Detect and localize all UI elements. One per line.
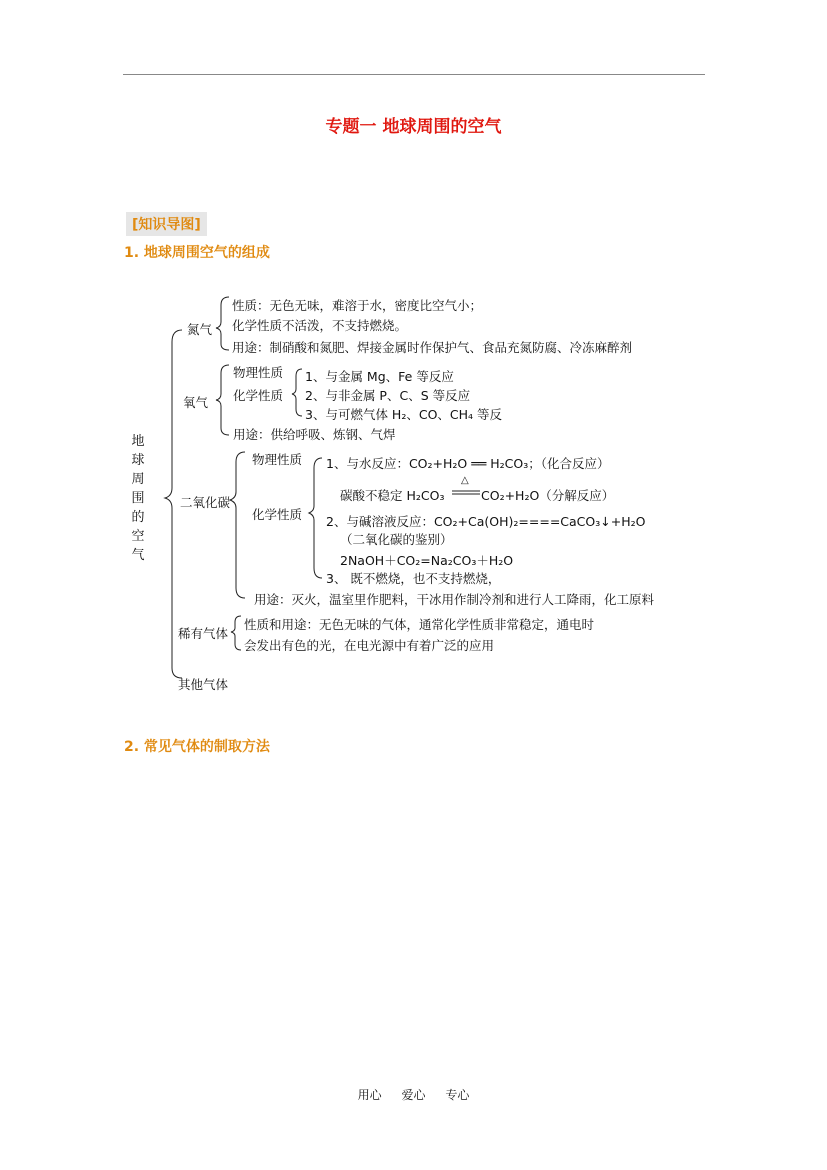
heat-sign: △ bbox=[461, 475, 469, 486]
root-char: 球 bbox=[131, 453, 145, 468]
oxygen-reaction-2: 2、与非金属 P、C、S 等反应 bbox=[305, 388, 471, 403]
rare-gas-line-2: 会发出有色的光，在电光源中有着广泛的应用 bbox=[244, 638, 495, 653]
co2-use: 用途：灭火，温室里作肥料，干冰用作制冷剂和进行人工降雨，化工原料 bbox=[254, 592, 655, 607]
nitrogen-chemical: 化学性质不活泼，不支持燃烧。 bbox=[232, 318, 408, 333]
page-title: 专题一 地球周围的空气 bbox=[325, 117, 502, 137]
co2-label: 二氧化碳 bbox=[180, 495, 231, 510]
oxygen-brace bbox=[216, 365, 229, 435]
other-gas-label: 其他气体 bbox=[178, 677, 229, 692]
oxygen-chemical: 化学性质 bbox=[233, 388, 284, 403]
co2-physical: 物理性质 bbox=[252, 452, 303, 467]
co2-decompose-right: CO₂+H₂O（分解反应） bbox=[481, 488, 615, 503]
co2-naoh-reaction: 2NaOH＋CO₂=Na₂CO₃＋H₂O bbox=[340, 553, 514, 568]
root-char: 气 bbox=[131, 548, 145, 563]
nitrogen-brace bbox=[216, 297, 229, 350]
co2-chem-brace bbox=[309, 458, 322, 578]
root-char: 地 bbox=[131, 434, 145, 449]
nitrogen-use: 用途：制硝酸和氮肥、焊接金属时作保护气、食品充氮防腐、冷冻麻醉剂 bbox=[232, 340, 633, 355]
oxygen-chem-brace bbox=[292, 369, 302, 416]
co2-chemical: 化学性质 bbox=[252, 507, 303, 522]
root-char: 围 bbox=[131, 491, 145, 506]
rare-gas-line-1: 性质和用途：无色无味的气体，通常化学性质非常稳定，通电时 bbox=[244, 617, 595, 632]
section-heading-1: 1. 地球周围空气的组成 bbox=[124, 245, 270, 261]
root-char: 空 bbox=[131, 529, 145, 544]
root-char: 周 bbox=[131, 472, 145, 487]
nitrogen-label: 氮气 bbox=[187, 322, 213, 337]
oxygen-physical: 物理性质 bbox=[233, 365, 284, 380]
co2-reaction-3: 3、 既不燃烧，也不支持燃烧， bbox=[326, 571, 501, 586]
root-char: 的 bbox=[131, 510, 145, 525]
mindmap-root bbox=[130, 432, 146, 565]
nitrogen-property: 性质：无色无味，难溶于水，密度比空气小； bbox=[232, 298, 483, 313]
oxygen-use: 用途：供给呼吸、炼钢、气焊 bbox=[233, 427, 396, 442]
footer-text: 用心 bbox=[357, 1088, 382, 1102]
co2-decompose-left: 碳酸不稳定 H₂CO₃ bbox=[340, 488, 445, 503]
page-footer bbox=[0, 1086, 827, 1103]
oxygen-reaction-1: 1、与金属 Mg、Fe 等反应 bbox=[305, 369, 454, 384]
co2-brace bbox=[230, 452, 245, 598]
rare-gas-label: 稀有气体 bbox=[178, 626, 229, 641]
section-heading-2: 2. 常见气体的制取方法 bbox=[124, 739, 270, 755]
co2-identification: （二氧化碳的鉴别） bbox=[340, 532, 453, 547]
oxygen-reaction-3: 3、与可燃气体 H₂、CO、CH₄ 等反 bbox=[305, 407, 503, 422]
co2-reaction-2: 2、与碱溶液反应：CO₂+Ca(OH)₂====CaCO₃↓+H₂O bbox=[326, 514, 646, 529]
section-tag: [知识导图] bbox=[126, 212, 207, 236]
co2-reaction-1: 1、与水反应：CO₂+H₂O ══ H₂CO₃；（化合反应） bbox=[326, 456, 610, 471]
rare-brace bbox=[231, 616, 241, 650]
footer-text: 爱心 bbox=[401, 1088, 426, 1102]
footer-text: 专心 bbox=[445, 1088, 470, 1102]
oxygen-label: 氧气 bbox=[183, 395, 209, 410]
